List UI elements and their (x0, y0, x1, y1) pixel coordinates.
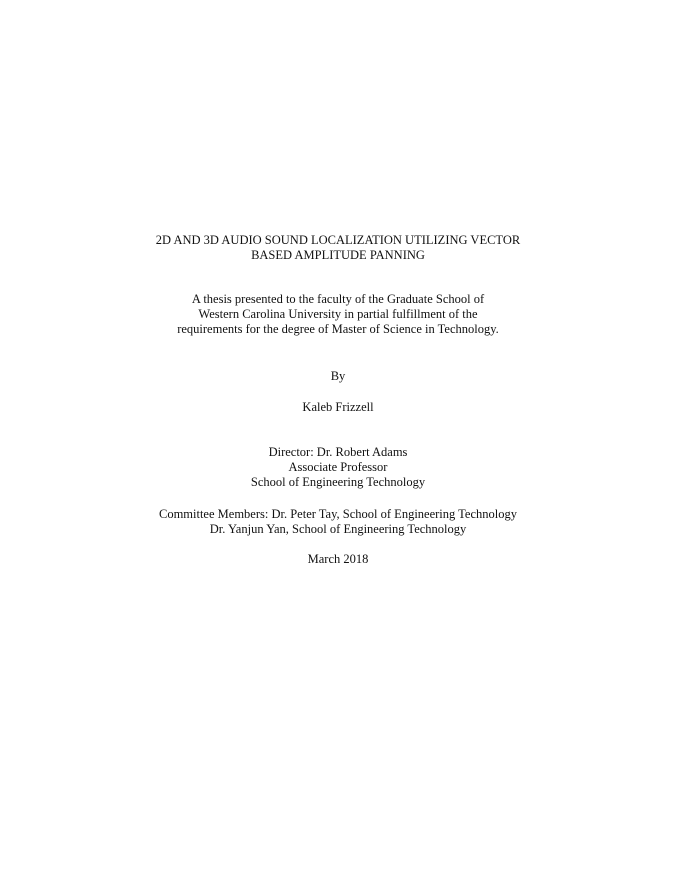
thesis-title-line-1: 2D AND 3D AUDIO SOUND LOCALIZATION UTILIZING VECTOR (155, 233, 521, 247)
submission-date-text: March 2018 (307, 552, 369, 566)
statement-line-2: Western Carolina University in partial fulfillment of the (198, 307, 478, 321)
by-label-text: By (330, 369, 346, 383)
statement-line-1: A thesis presented to the faculty of the Graduate School of (191, 292, 485, 306)
director-info (0, 445, 676, 490)
thesis-statement (0, 292, 676, 337)
author-name-text: Kaleb Frizzell (302, 400, 374, 414)
statement-line-3: requirements for the degree of Master of Science in Technology. (177, 322, 499, 336)
committee-members (0, 507, 676, 537)
director-name: Director: Dr. Robert Adams (268, 445, 408, 459)
thesis-title-line-2: BASED AMPLITUDE PANNING (251, 248, 425, 262)
submission-date (0, 552, 676, 567)
committee-line-2: Dr. Yanjun Yan, School of Engineering Technology (209, 522, 467, 536)
author-name (0, 400, 676, 415)
director-school: School of Engineering Technology (250, 475, 426, 489)
by-label (0, 369, 676, 384)
director-title: Associate Professor (288, 460, 388, 474)
committee-line-1: Committee Members: Dr. Peter Tay, School of Engineering Technology (158, 507, 518, 521)
thesis-title (0, 233, 676, 263)
